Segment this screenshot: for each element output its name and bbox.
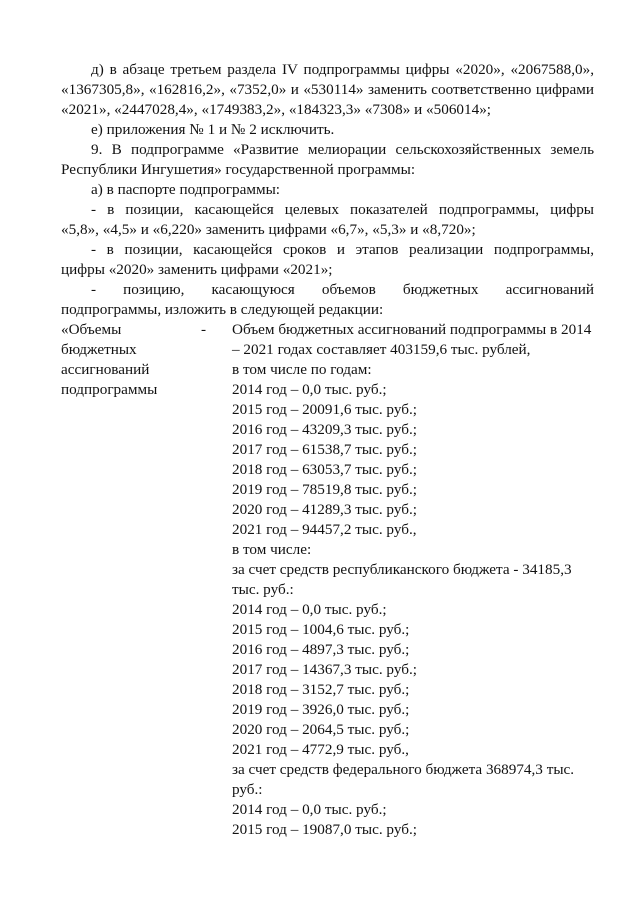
table-right-line: 2016 год – 4897,3 тыс. руб.; <box>232 641 410 658</box>
table-right-line: 2020 год – 2064,5 тыс. руб.; <box>232 721 410 738</box>
table-left-label-1: «Объемы <box>61 321 122 338</box>
table-right-line: за счет средств федерального бюджета 368974,3 тыс. <box>232 761 575 778</box>
table-right-line: 2015 год – 19087,0 тыс. руб.; <box>232 821 417 838</box>
para-9-line-2: Республики Ингушетия» государственной программы: <box>61 161 416 178</box>
table-left-label-3: ассигнований <box>61 361 150 378</box>
table-right-line: 2020 год – 41289,3 тыс. руб.; <box>232 501 417 518</box>
table-right-line: 2014 год – 0,0 тыс. руб.; <box>232 601 387 618</box>
table-right-line: 2018 год – 63053,7 тыс. руб.; <box>232 461 417 478</box>
table-right-line: Объем бюджетных ассигнований подпрограммы в 2014 <box>232 321 592 338</box>
bullet-3-line-1: - позицию, касающуюся объемов бюджетных ассигнований <box>91 281 594 298</box>
table-right-line: в том числе: <box>232 541 312 558</box>
table-right-line: 2015 год – 20091,6 тыс. руб.; <box>232 401 417 418</box>
bullet-3-line-2: подпрограммы, изложить в следующей редакции: <box>61 301 384 318</box>
table-right-line: 2014 год – 0,0 тыс. руб.; <box>232 381 387 398</box>
table-left-label-2: бюджетных <box>61 341 137 358</box>
table-right-line: 2019 год – 78519,8 тыс. руб.; <box>232 481 417 498</box>
table-right-line: 2017 год – 61538,7 тыс. руб.; <box>232 441 417 458</box>
bullet-2-line-2: цифры «2020» заменить цифрами «2021»; <box>61 261 333 278</box>
table-right-line: 2014 год – 0,0 тыс. руб.; <box>232 801 387 818</box>
table-right-line: руб.: <box>232 781 263 798</box>
para-9-line-1: 9. В подпрограмме «Развитие мелиорации сельскохозяйственных земель <box>91 141 594 158</box>
table-right-line: 2016 год – 43209,3 тыс. руб.; <box>232 421 417 438</box>
table-right-line: 2019 год – 3926,0 тыс. руб.; <box>232 701 410 718</box>
bullet-1-line-2: «5,8», «4,5» и «6,220» заменить цифрами «6,7», «5,3» и «8,720»; <box>61 221 476 238</box>
para-d-line-1: д) в абзаце третьем раздела IV подпрограммы цифры «2020», «2067588,0», <box>91 61 594 78</box>
table-dash: - <box>201 321 207 338</box>
table-left-label-4: подпрограммы <box>61 381 158 398</box>
table-right-line: 2021 год – 4772,9 тыс. руб., <box>232 741 409 758</box>
table-right-line: – 2021 годах составляет 403159,6 тыс. рублей, <box>232 341 531 358</box>
table-right-line: 2017 год – 14367,3 тыс. руб.; <box>232 661 417 678</box>
para-d-line-3: «2021», «2447028,4», «1749383,2», «184323,3» «7308» и «506014»; <box>61 101 492 118</box>
table-right-line: 2021 год – 94457,2 тыс. руб., <box>232 521 417 538</box>
table-right-line: тыс. руб.: <box>232 581 294 598</box>
para-e: е) приложения № 1 и № 2 исключить. <box>91 121 335 138</box>
table-right-line: 2018 год – 3152,7 тыс. руб.; <box>232 681 410 698</box>
table-right-line: в том числе по годам: <box>232 361 372 378</box>
table-right-line: за счет средств республиканского бюджета - 34185,3 <box>232 561 572 578</box>
para-d-line-2: «1367305,8», «162816,2», «7352,0» и «530114» заменить соответственно цифрами <box>61 81 594 98</box>
para-a: а) в паспорте подпрограммы: <box>91 181 280 198</box>
table-right-line: 2015 год – 1004,6 тыс. руб.; <box>232 621 410 638</box>
bullet-2-line-1: - в позиции, касающейся сроков и этапов реализации подпрограммы, <box>91 241 594 258</box>
bullet-1-line-1: - в позиции, касающейся целевых показателей подпрограммы, цифры <box>91 201 594 218</box>
